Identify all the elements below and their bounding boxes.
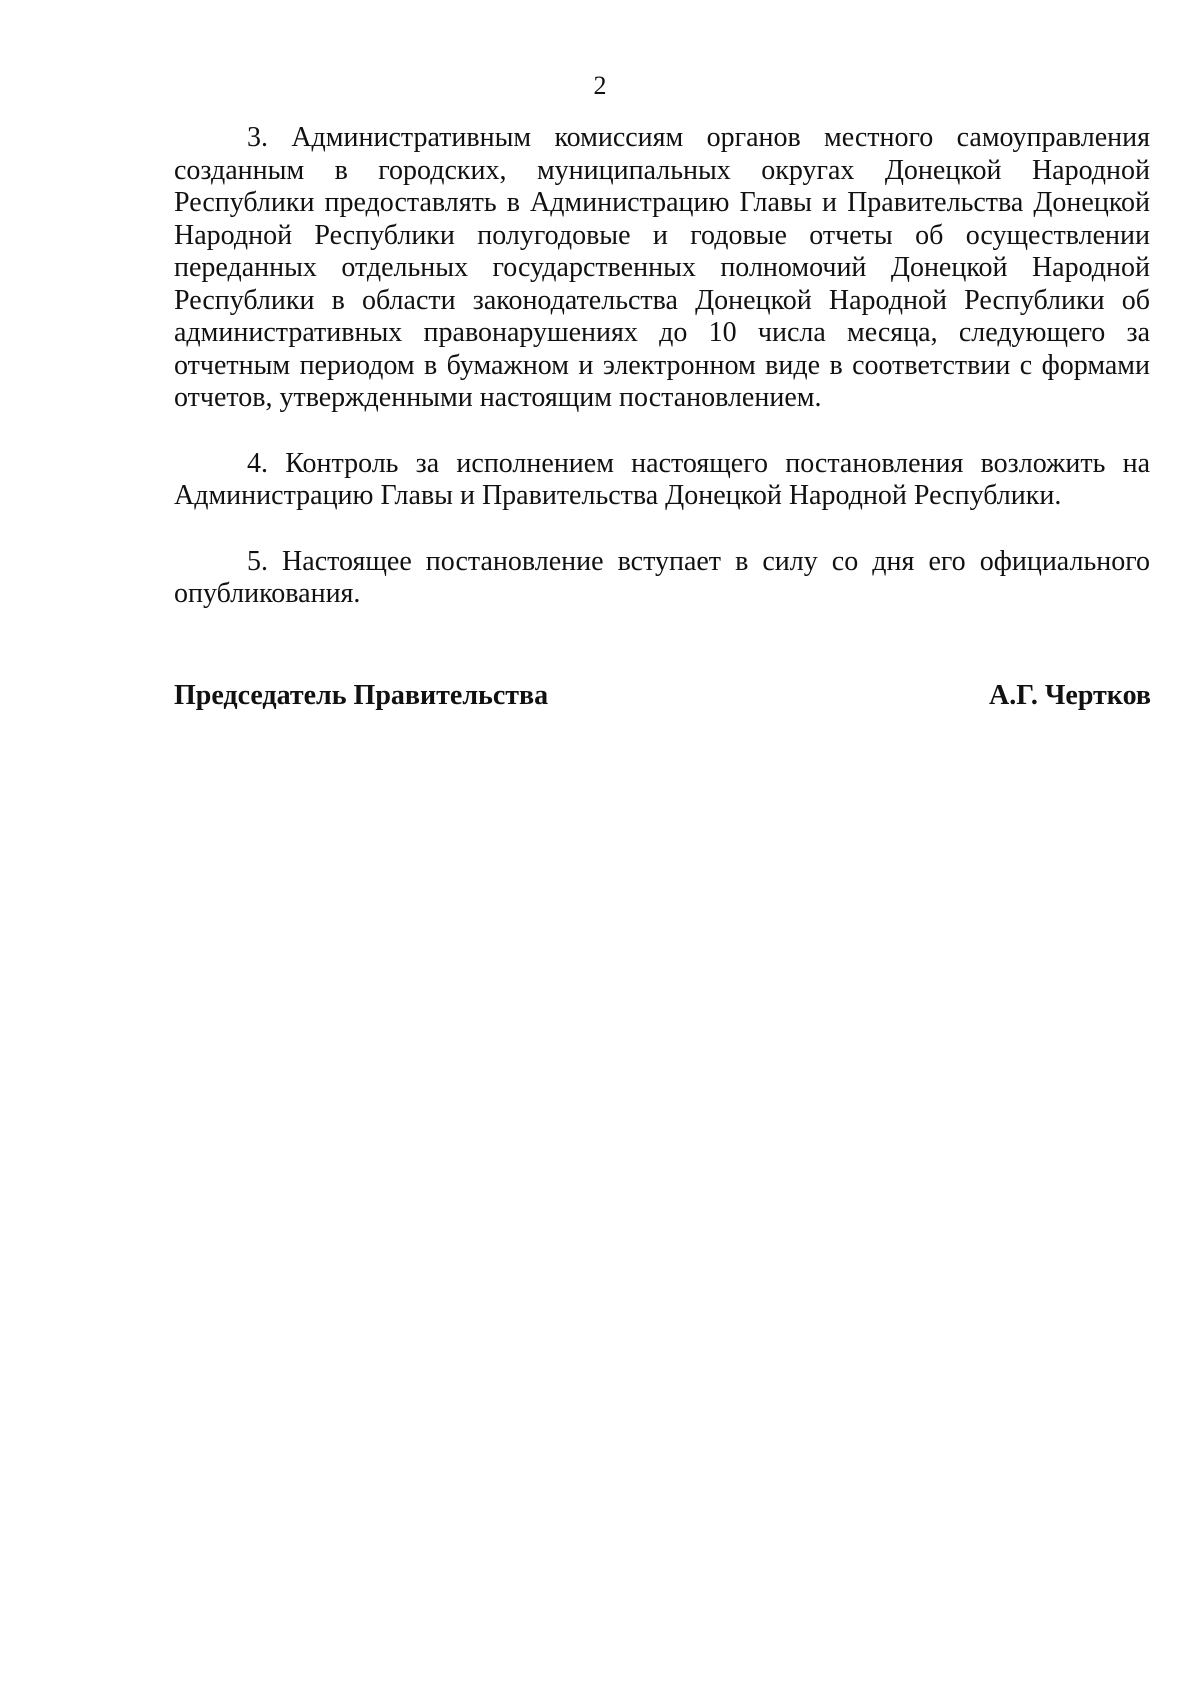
signatory-position: Председатель Правительства [174,680,549,711]
page-number: 2 [593,71,607,100]
signature-block [174,680,1151,712]
paragraph-3: 3. Административным комиссиям органов местного самоуправления созданным в городских, муниципальных округах Донецкой Народной Республики предоставлять в Администрацию Главы и Правительства Донецкой Народной Республики полугодовые и годовые отчеты об осуществлении переданных отдельных государственных полномочий Донецкой Народной Республики в области законодательства Донецкой Народной Республики об административных правонарушениях до 10 числа месяца, следующего за отчетным периодом в бумажном и электронном виде в соответствии с формами отчетов, утвержденными настоящим постановлением. [174,122,1150,413]
paragraph-4: 4. Контроль за исполнением настоящего постановления возложить на Администрацию Главы и Правительства Донецкой Народной Республики. [174,447,1150,511]
paragraph-5: 5. Настоящее постановление вступает в силу со дня его официального опубликования. [174,545,1150,609]
signatory-name: А.Г. Чертков [989,680,1151,711]
document-body [174,122,1150,611]
